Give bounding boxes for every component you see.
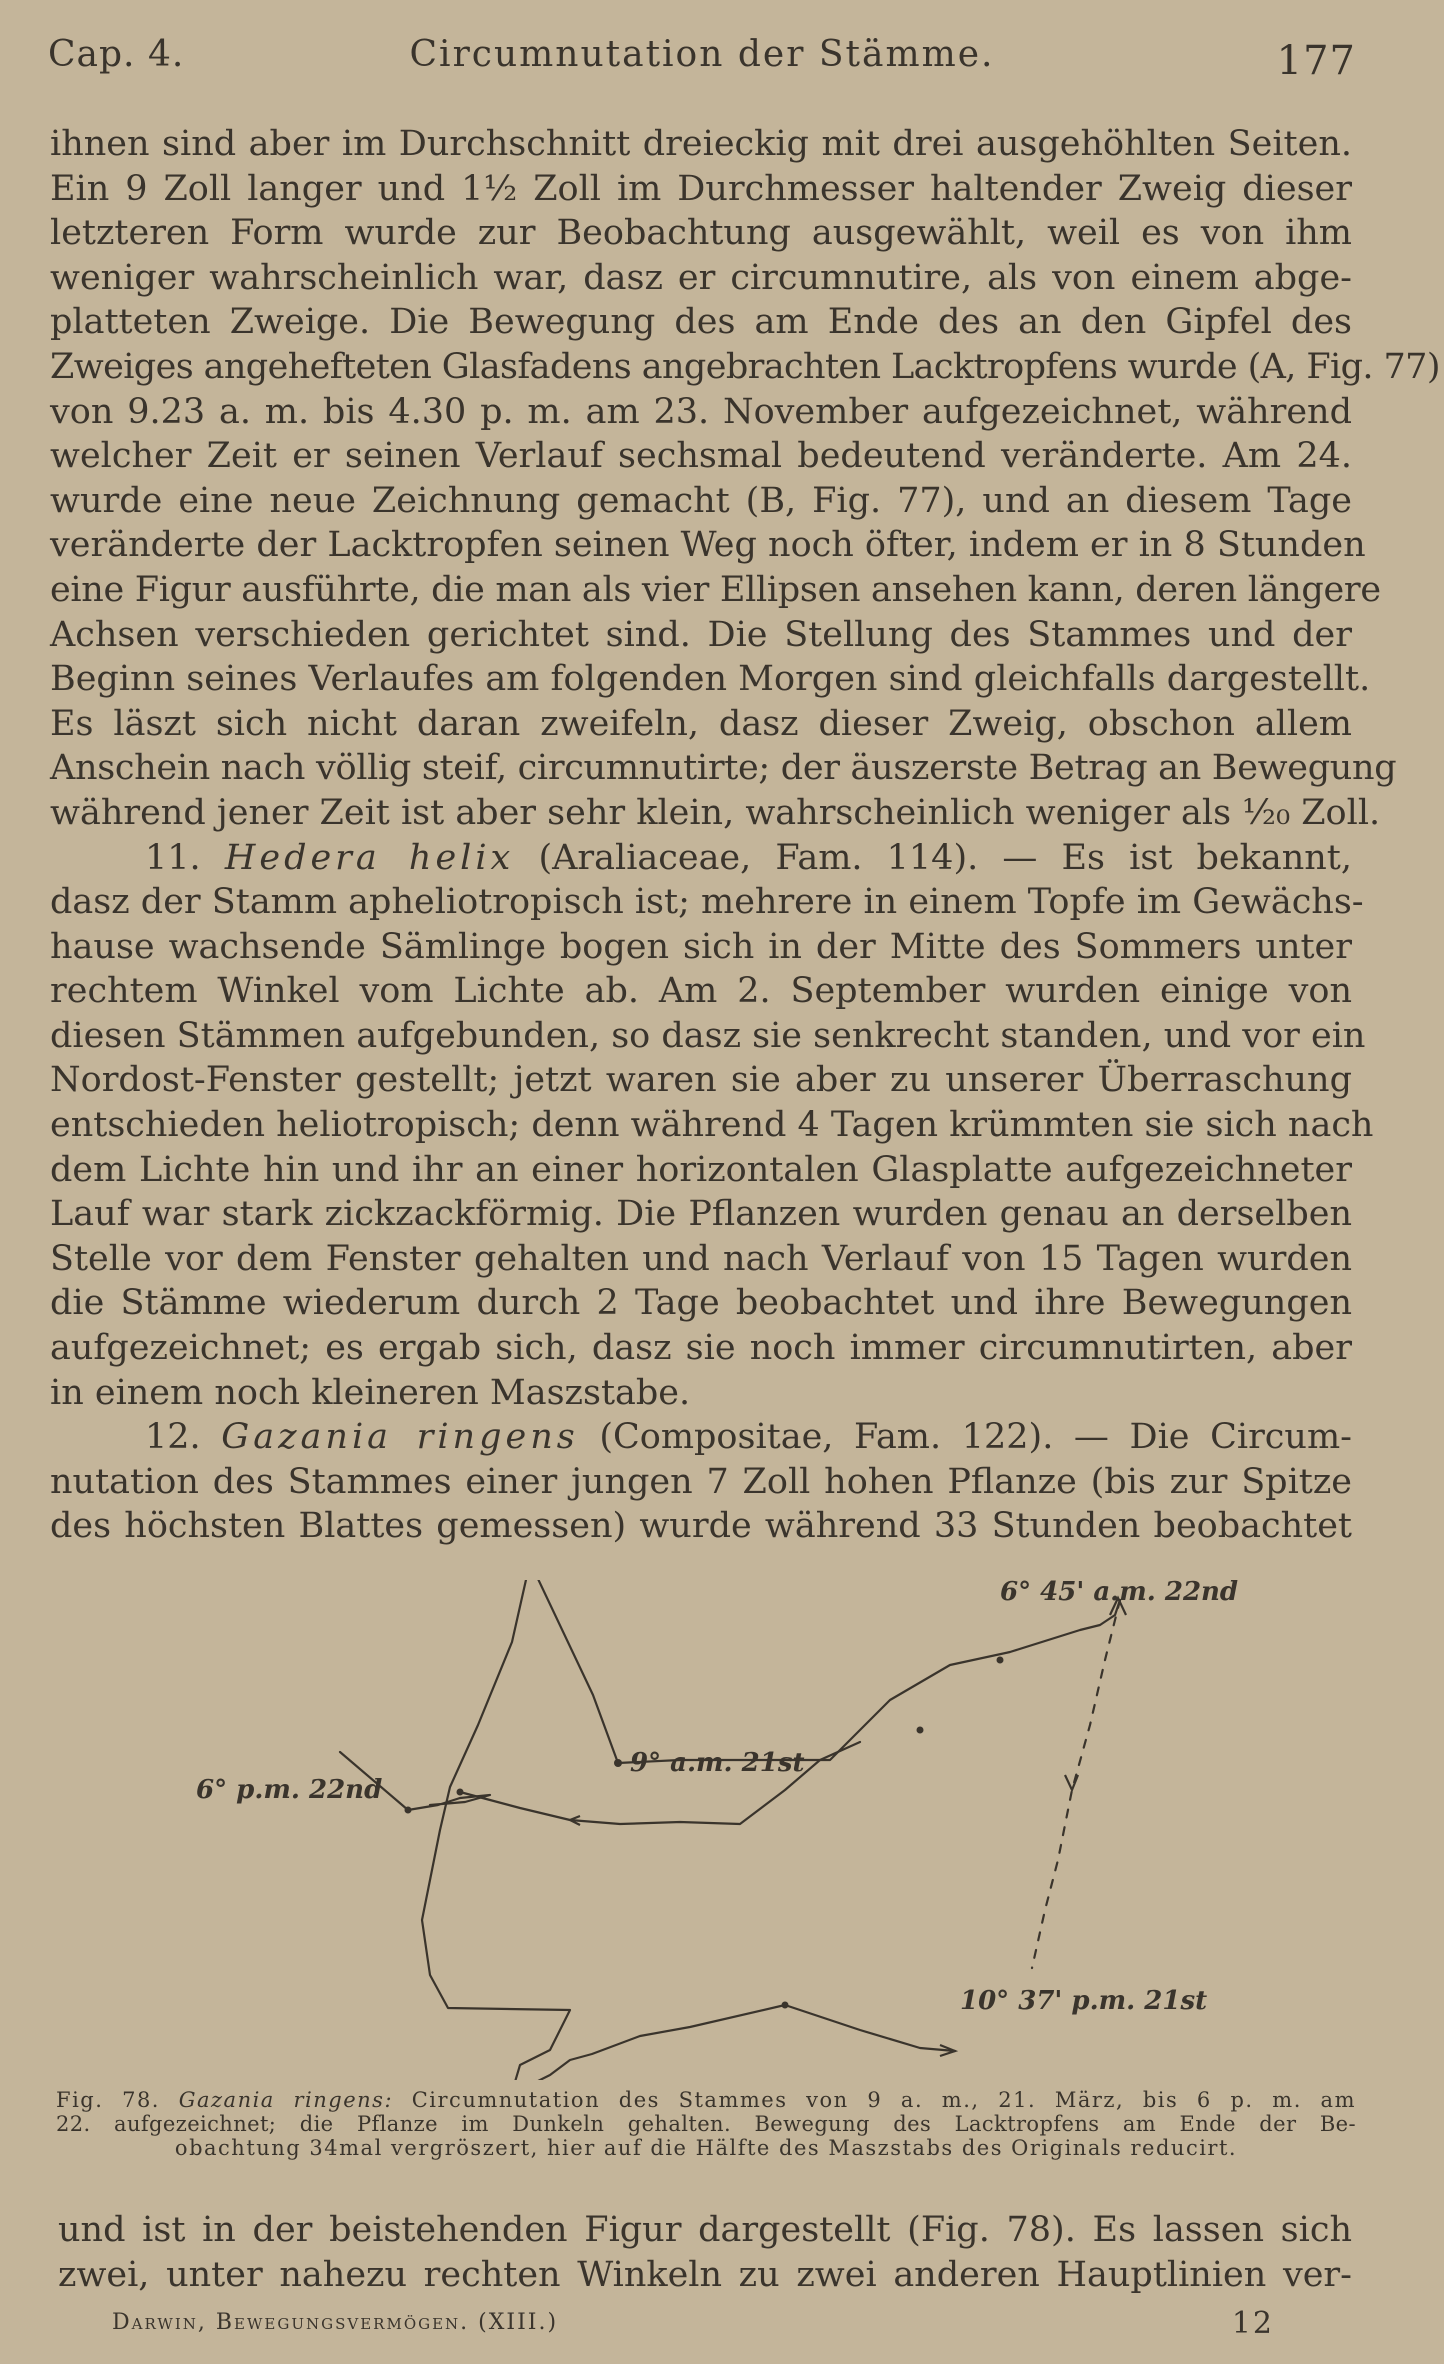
text-line: Stelle vor dem Fenster gehalten und nach Verlauf von 15 Tagen wurden — [50, 1238, 1352, 1279]
text-line: entschieden heliotropisch; denn während 4 Tagen krümmten sie sich nach — [50, 1105, 1374, 1146]
circumnutation-diagram — [160, 1580, 1260, 2080]
text-line: ihnen sind aber im Durchschnitt dreieckig mit drei ausgehöhlten Seiten. — [50, 124, 1352, 164]
section-number: 11. — [145, 837, 201, 878]
text-line: platteten Zweige. Die Bewegung des am Ende des an den Gipfel des — [50, 302, 1352, 343]
label-morning: 6° 45' a.m. 22nd — [1000, 1580, 1239, 1607]
caption-fig-label: Fig. 78. — [56, 2088, 160, 2112]
text-line: letzteren Form wurde zur Beobachtung ausgewählt, weil es von ihm — [50, 213, 1352, 254]
text-line: Anschein nach völlig steif, circumnutirte; der äuszerste Betrag an Bewegung — [50, 748, 1397, 789]
text-line: in einem noch kleineren Maszstabe. — [50, 1372, 691, 1413]
caption-species: Gazania ringens: — [178, 2088, 394, 2112]
chapter-label: Cap. 4. — [48, 34, 185, 75]
text-line: dasz der Stamm apheliotropisch ist; mehrere in einem Topfe im Gewächs- — [50, 882, 1364, 923]
label-night: 10° 37' p.m. 21st — [960, 1986, 1208, 2016]
text-line: diesen Stämmen aufgebunden, so dasz sie senkrecht standen, und vor ein — [50, 1015, 1366, 1056]
continued-text — [58, 2208, 1352, 2297]
text-line: dem Lichte hin und ihr an einer horizontalen Glasplatte aufgezeichneter — [50, 1149, 1352, 1190]
section-12-heading — [50, 1415, 1352, 1460]
text-line: zwei, unter nahezu rechten Winkeln zu zwei anderen Hauptlinien ver- — [58, 2254, 1352, 2295]
page-header — [48, 30, 1356, 90]
section-text: (Compositae, Fam. 122). — Die Circum- — [599, 1417, 1352, 1458]
species-name: Hedera helix — [224, 837, 515, 878]
caption-line: 22. aufgezeichnet; die Pflanze im Dunkeln gehalten. Bewegung des Lacktropfens am Ende der Be- — [56, 2112, 1356, 2136]
text-line: eine Figur ausführte, die man als vier Ellipsen ansehen kann, deren längere — [50, 569, 1381, 610]
trace-dot — [405, 1807, 412, 1814]
text-line: des höchsten Blattes gemessen) wurde während 33 Stunden beobachtet — [50, 1506, 1352, 1547]
text-line: Nordost-Fenster gestellt; jetzt waren sie aber zu unserer Überraschung — [50, 1060, 1352, 1101]
text-line: veränderte der Lacktropfen seinen Weg noch öfter, indem er in 8 Stunden — [50, 525, 1366, 566]
text-line: Ein 9 Zoll langer und 1½ Zoll im Durchmesser haltender Zweig dieser — [50, 168, 1352, 209]
page-number: 177 — [1276, 38, 1356, 84]
text-line: weniger wahrscheinlich war, dasz er circumnutire, als von einem abge- — [50, 257, 1352, 298]
section-number: 12. — [145, 1417, 201, 1458]
trace-dot — [457, 1789, 464, 1796]
text-line: Achsen verschieden gerichtet sind. Die Stellung des Stammes und der — [50, 614, 1352, 655]
trace-path — [422, 1580, 955, 2080]
text-line: Lauf war stark zickzackförmig. Die Pflanzen wurden genau an derselben — [50, 1194, 1352, 1235]
running-title: Circumnutation der Stämme. — [409, 34, 995, 75]
footer-source: Darwin, Bewegungsvermögen. (XIII.) — [112, 2310, 559, 2335]
species-name: Gazania ringens — [221, 1417, 579, 1458]
text-line: von 9.23 a. m. bis 4.30 p. m. am 23. November aufgezeichnet, während — [50, 391, 1352, 432]
figure-78 — [160, 1580, 1260, 2080]
figure-caption — [56, 2088, 1356, 2160]
caption-line: obachtung 34mal vergröszert, hier auf die Hälfte des Maszstabs des Originals reducirt. — [174, 2136, 1238, 2160]
signature-mark: 12 — [1231, 2306, 1274, 2341]
trace-dot — [997, 1657, 1004, 1664]
text-line: Es läszt sich nicht daran zweifeln, dasz dieser Zweig, obschon allem — [50, 703, 1352, 744]
text-line: Zweiges angehefteten Glasfadens angebrachten Lacktropfens wurde (A, Fig. 77) — [50, 346, 1440, 387]
text-line: Beginn seines Verlaufes am folgenden Morgen sind gleichfalls dargestellt. — [50, 659, 1371, 700]
section-text: (Araliaceae, Fam. 114). — Es ist bekannt, — [538, 837, 1352, 878]
text-line: aufgezeichnet; es ergab sich, dasz sie noch immer circumnutirten, aber — [50, 1328, 1352, 1369]
text-line: wurde eine neue Zeichnung gemacht (B, Fig. 77), und an diesem Tage — [50, 480, 1352, 521]
label-start: 9° a.m. 21st — [630, 1748, 805, 1778]
text-line: während jener Zeit ist aber sehr klein, wahrscheinlich weniger als ¹⁄₂₀ Zoll. — [50, 792, 1381, 833]
text-line: hause wachsende Sämlinge bogen sich in der Mitte des Sommers unter — [50, 926, 1352, 967]
caption-text: Circumnutation des Stammes von 9 a. m., 21. März, bis 6 p. m. am — [411, 2088, 1356, 2112]
section-11-heading — [50, 836, 1352, 881]
caption-line — [56, 2088, 1356, 2112]
label-end: 6° p.m. 22nd — [196, 1775, 383, 1805]
text-line: die Stämme wiederum durch 2 Tage beobachtet und ihre Bewegungen — [50, 1283, 1352, 1324]
page-footer — [112, 2306, 1274, 2346]
trace-path-upper — [618, 1600, 1120, 1763]
trace-dotted — [1032, 1600, 1120, 1968]
start-dot — [614, 1759, 622, 1767]
main-text — [50, 122, 1440, 1549]
trace-dot — [782, 2002, 789, 2009]
trace-dot — [917, 1727, 924, 1734]
text-line: und ist in der beistehenden Figur dargestellt (Fig. 78). Es lassen sich — [58, 2210, 1352, 2250]
text-line: welcher Zeit er seinen Verlauf sechsmal bedeutend veränderte. Am 24. — [50, 436, 1352, 477]
arrow-head — [1065, 1775, 1078, 1790]
text-line: rechtem Winkel vom Lichte ab. Am 2. September wurden einige von — [50, 971, 1352, 1012]
text-line: nutation des Stammes einer jungen 7 Zoll hohen Pflanze (bis zur Spitze — [50, 1461, 1352, 1502]
